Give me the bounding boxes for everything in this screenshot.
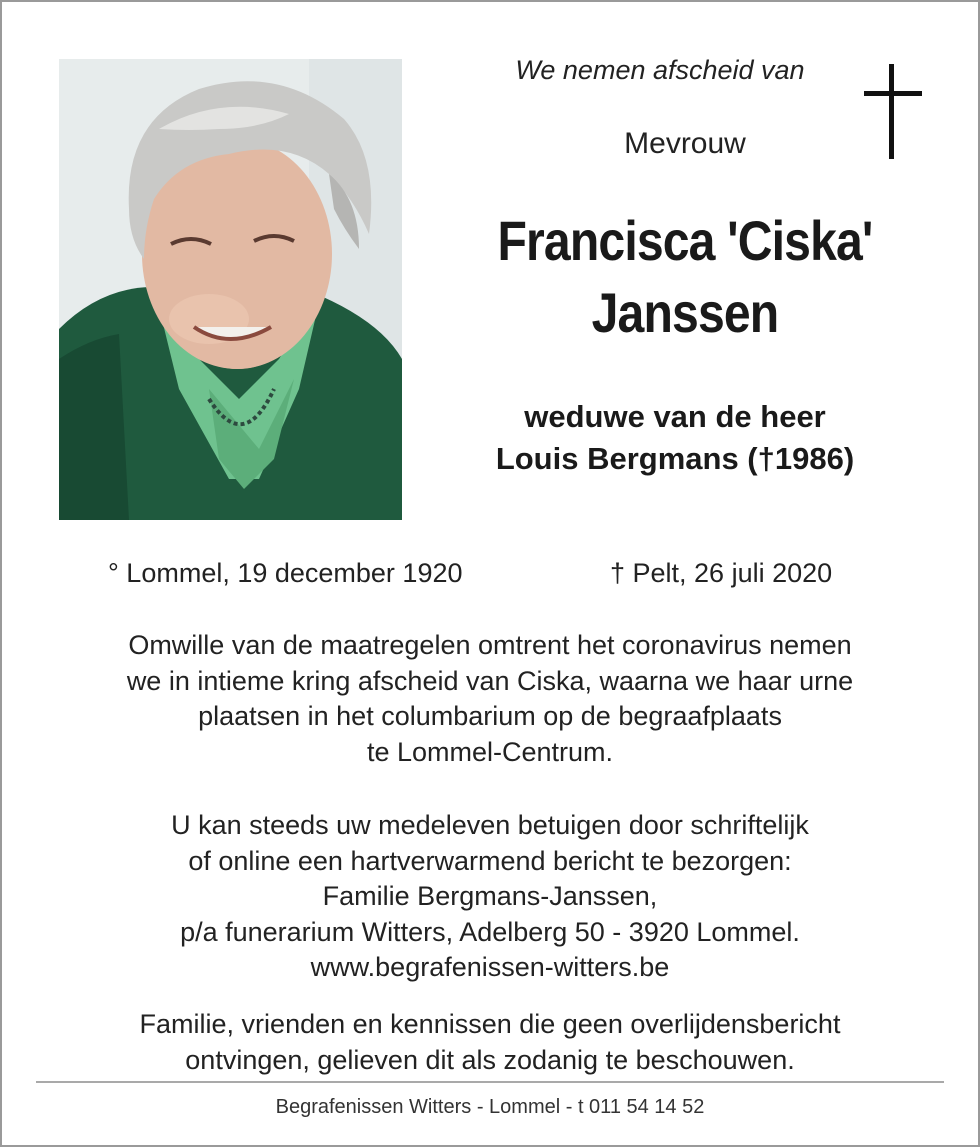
name-line: Janssen: [591, 281, 779, 344]
deceased-name: [466, 205, 905, 349]
announcement-paragraph: [30, 628, 950, 770]
paragraph-line: of online een hartverwarmend bericht te bezorgen:: [188, 845, 792, 876]
paragraph-line: Familie Bergmans-Janssen,: [322, 881, 658, 911]
name-line: Francisca 'Ciska': [497, 209, 873, 272]
paragraph-line: U kan steeds uw medeleven betuigen door schriftelijk: [171, 810, 809, 840]
footer-divider: [36, 1081, 944, 1083]
website-link[interactable]: www.begrafenissen-witters.be: [310, 952, 670, 982]
paragraph-line: te Lommel-Centrum.: [366, 736, 614, 767]
paragraph-line: ontvingen, gelieven dit als zodanig te beschouwen.: [185, 1044, 795, 1075]
paragraph-line: p/a funerarium Witters, Adelberg 50 - 3920 Lommel.: [180, 916, 800, 947]
paragraph-line: plaatsen in het columbarium op de begraafplaats: [198, 701, 782, 731]
spouse-line: Louis Bergmans (†1986): [495, 441, 855, 476]
paragraph-line: Omwille van de maatregelen omtrent het coronavirus nemen: [128, 630, 852, 660]
spouse-line: weduwe van de heer: [524, 399, 826, 434]
paragraph-line: we in intieme kring afscheid van Ciska, waarna we haar urne: [126, 665, 854, 696]
notice-paragraph: [30, 1007, 950, 1078]
intro-text: We nemen afscheid van: [515, 55, 805, 85]
death-info: † Pelt, 26 juli 2020: [610, 558, 833, 588]
footer-text: Begrafenissen Witters - Lommel - t 011 54 14 52: [275, 1096, 705, 1118]
paragraph-line: Familie, vrienden en kennissen die geen overlijdensbericht: [139, 1009, 841, 1039]
honorific-title: Mevrouw: [624, 127, 746, 160]
condolence-paragraph: [30, 808, 950, 986]
spouse-info: [440, 396, 910, 480]
portrait-illustration: [59, 59, 402, 520]
birth-info: ° Lommel, 19 december 1920: [108, 558, 463, 588]
portrait-photo: [59, 59, 402, 520]
